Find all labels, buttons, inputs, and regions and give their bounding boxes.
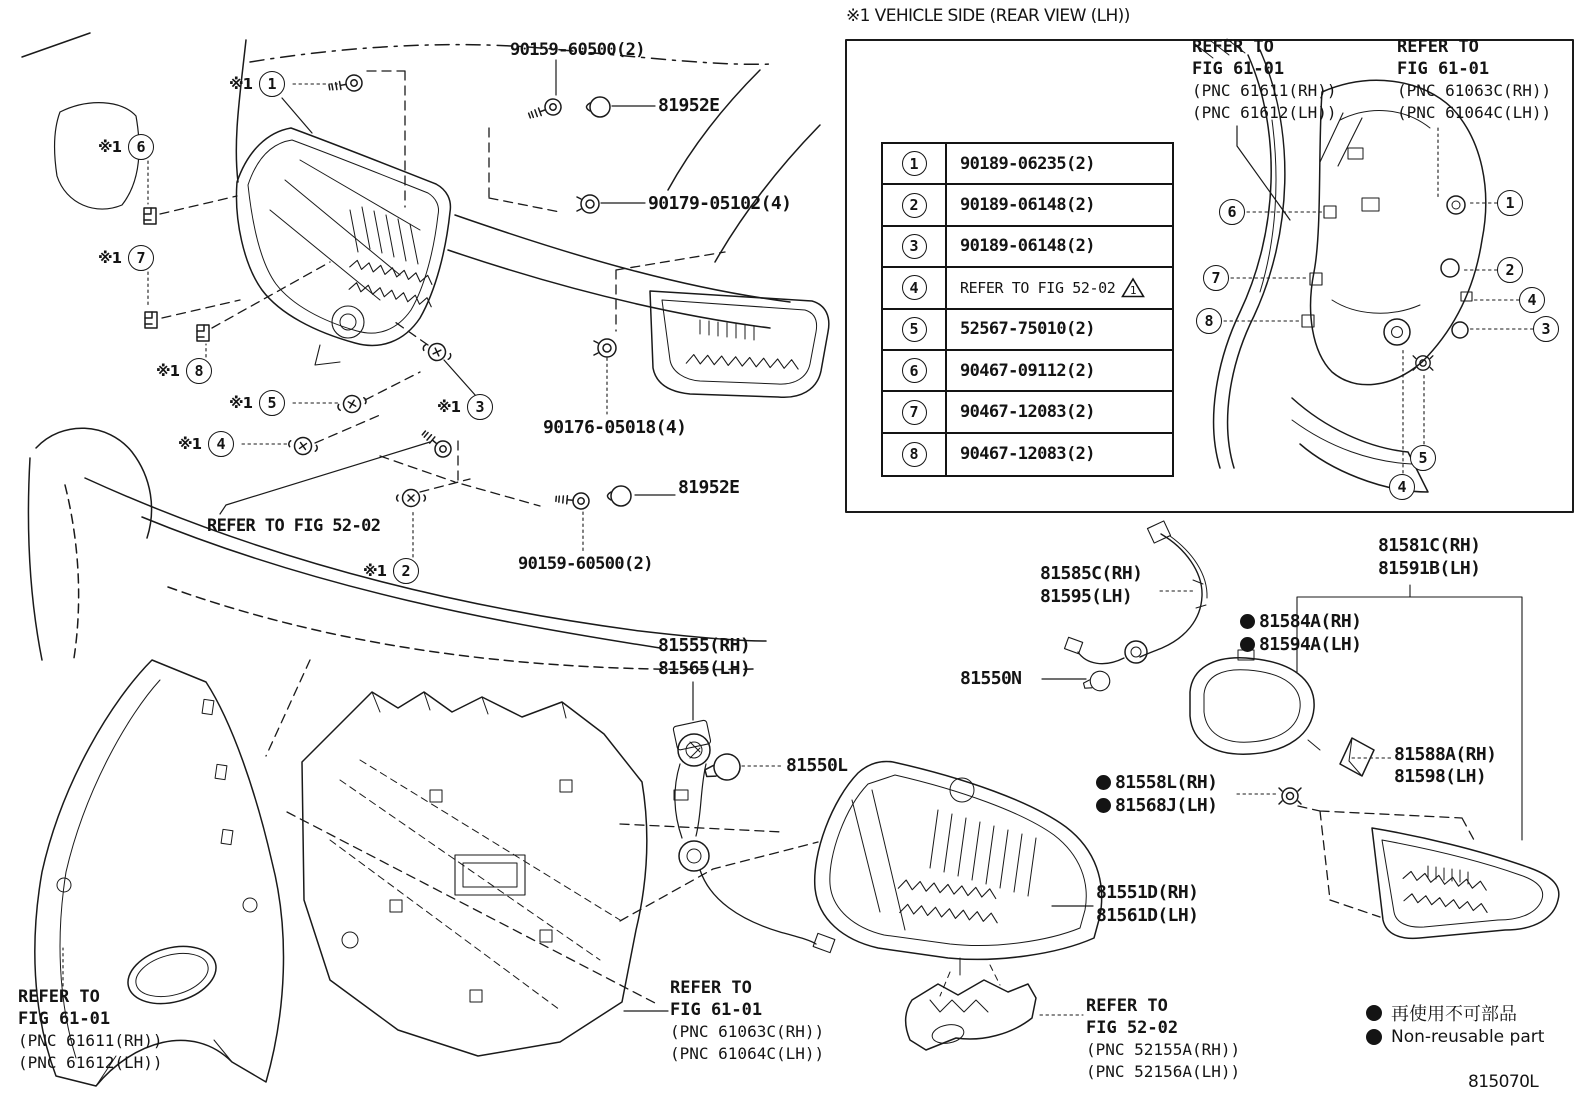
table-row: 5 52567-75010(2)	[883, 310, 1172, 351]
panel-callout-5: 5	[1410, 445, 1436, 471]
panel-callout-7: 7	[1203, 265, 1229, 291]
legend-non-reusable-en: Non-reusable part	[1366, 1027, 1544, 1047]
refer-bottom-right: REFER TO FIG 52-02 (PNC 52155A(RH)) (PNC 52156A(LH))	[1086, 996, 1241, 1081]
label-clip-lh: 81598(LH)	[1394, 766, 1487, 787]
label-bulb-l: 81550L	[786, 755, 848, 776]
label-grommet-top: 81952E	[658, 95, 720, 116]
panel-callout-4-bottom: 4	[1389, 474, 1415, 500]
callout-3: ※1 3	[437, 394, 493, 420]
panel-callout-3: 3	[1533, 316, 1559, 342]
table-row: 1 90189-06235(2)	[883, 144, 1172, 185]
label-lamp-inner-lh: 81591B(LH)	[1378, 558, 1481, 579]
callout-1: ※1 1	[229, 71, 285, 97]
panel-callout-1: 1	[1497, 190, 1523, 216]
label-bolt-upper: 90179-05102(4)	[648, 193, 792, 214]
fastener-table	[881, 142, 1174, 477]
warning-triangle-icon	[1121, 277, 1145, 298]
callout-2: ※1 2	[363, 558, 419, 584]
non-reusable-dot	[1096, 775, 1111, 790]
label-screw-low: 90159-60500(2)	[518, 554, 653, 574]
label-lamp-outer-lh: 81561D(LH)	[1096, 905, 1199, 926]
panel-callout-2: 2	[1497, 257, 1523, 283]
callout-8: ※1 8	[156, 358, 212, 384]
callout-4: ※1 4	[178, 431, 234, 457]
label-bulb-n: 81550N	[960, 668, 1022, 689]
panel-title: ※1 VEHICLE SIDE (REAR VIEW (LH))	[846, 6, 1130, 26]
label-grommet-low: 81952E	[678, 477, 740, 498]
non-reusable-dot	[1240, 614, 1255, 629]
callout-5: ※1 5	[229, 390, 285, 416]
legend-non-reusable-jp: 再使用不可部品	[1366, 1000, 1517, 1026]
label-lamp-outer-rh: 81551D(RH)	[1096, 882, 1199, 903]
non-reusable-dot	[1366, 1005, 1382, 1021]
diagram-id: 815070L	[1468, 1072, 1539, 1092]
panel-refer-fig61-right: REFER TO FIG 61-01 (PNC 61063C(RH)) (PNC 61064C(LH))	[1397, 37, 1552, 122]
panel-callout-4-right: 4	[1519, 287, 1545, 313]
panel-callout-8: 8	[1196, 308, 1222, 334]
svg-text:1: 1	[1130, 284, 1137, 298]
non-reusable-dot	[1096, 798, 1111, 813]
table-row: 7 90467-12083(2)	[883, 392, 1172, 433]
non-reusable-dot	[1240, 637, 1255, 652]
table-row: 4 REFER TO FIG 52-02 1	[883, 268, 1172, 309]
panel-refer-fig61-left: REFER TO FIG 61-01 (PNC 61611(RH)) (PNC 61612(LH))	[1192, 37, 1337, 122]
label-screw-top: 90159-60500(2)	[510, 40, 645, 60]
label-socket-rh: 81555(RH)	[658, 635, 751, 656]
label-nut-lh: 81568J(LH)	[1096, 795, 1217, 816]
label-harness-rh: 81585C(RH)	[1040, 563, 1143, 584]
label-socket-lh: 81565(LH)	[658, 658, 751, 679]
table-row: 6 90467-09112(2)	[883, 351, 1172, 392]
callout-7: ※1 7	[98, 245, 154, 271]
label-harness-lh: 81595(LH)	[1040, 586, 1133, 607]
table-row: 2 90189-06148(2)	[883, 185, 1172, 226]
callout-6: ※1 6	[98, 134, 154, 160]
label-gasket-lh: 81594A(LH)	[1240, 634, 1361, 655]
panel-callout-6: 6	[1219, 199, 1245, 225]
label-refer-fig52: REFER TO FIG 52-02	[207, 516, 381, 536]
label-nut-rh: 81558L(RH)	[1096, 772, 1217, 793]
label-clip-rh: 81588A(RH)	[1394, 744, 1497, 765]
label-gasket-rh: 81584A(RH)	[1240, 611, 1361, 632]
label-bolt-inner: 90176-05018(4)	[543, 417, 687, 438]
table-row: 3 90189-06148(2)	[883, 227, 1172, 268]
refer-bottom-left: REFER TO FIG 61-01 (PNC 61611(RH)) (PNC 61612(LH))	[18, 987, 163, 1072]
refer-bottom-mid: REFER TO FIG 61-01 (PNC 61063C(RH)) (PNC 61064C(LH))	[670, 978, 825, 1063]
table-row: 8 90467-12083(2)	[883, 434, 1172, 475]
non-reusable-dot	[1366, 1029, 1382, 1045]
label-lamp-inner-rh: 81581C(RH)	[1378, 535, 1481, 556]
